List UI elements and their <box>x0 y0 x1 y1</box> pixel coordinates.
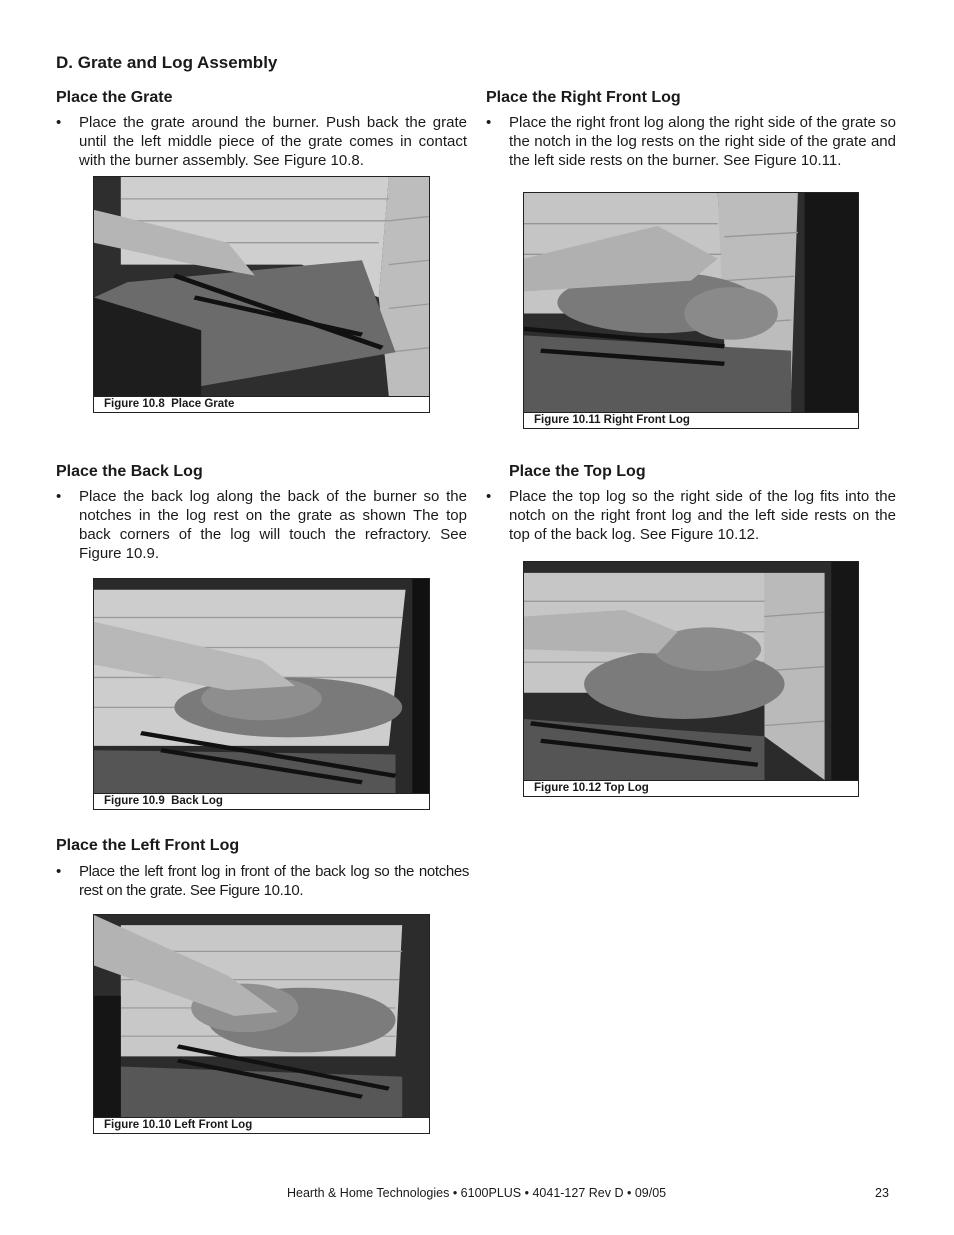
bullet-text: Place the left front log in front of the back log so the notches rest on the grate. See Figure 10.10. <box>79 863 469 899</box>
bullet-dot: • <box>486 488 492 505</box>
bullet-text: Place the top log so the right side of the log fits into the notch on the right front log and the left side rests on the top of the back log. See Figure 10.12. <box>509 488 896 543</box>
figure-10-9 <box>93 578 430 810</box>
figure-photo-top-log <box>524 562 858 780</box>
bullet-text: Place the back log along the back of the burner so the notches in the log rest on the grate as shown The top back corners of the log will touch the refractory. See Figure 10.9. <box>79 488 467 562</box>
figure-10-10 <box>93 914 430 1134</box>
heading-place-left-front-log: Place the Left Front Log <box>56 837 240 854</box>
figure-caption: Figure 10.9 Back Log <box>94 793 429 809</box>
heading-place-back-log: Place the Back Log <box>56 463 203 480</box>
bullet-dot: • <box>486 114 492 131</box>
figure-photo-left-front-log <box>94 915 429 1117</box>
bullet-place-grate <box>56 113 467 170</box>
section-title: D. Grate and Log Assembly <box>56 53 278 72</box>
bullet-place-right-front-log <box>486 113 896 170</box>
figure-10-11 <box>523 192 859 429</box>
bullet-place-top-log <box>486 487 896 544</box>
figure-caption: Figure 10.8 Place Grate <box>94 396 429 412</box>
figure-10-12 <box>523 561 859 797</box>
figure-photo-grate <box>94 177 429 396</box>
bullet-place-back-log <box>56 487 467 563</box>
bullet-place-left-front-log <box>56 862 469 900</box>
bullet-text: Place the right front log along the right side of the grate so the notch in the log rests on the right side of the grate and the left side rests on the burner. See Figure 10.11. <box>509 114 896 169</box>
figure-photo-right-front-log <box>524 193 858 412</box>
bullet-dot: • <box>56 863 62 880</box>
figure-caption: Figure 10.11 Right Front Log <box>524 412 858 428</box>
figure-caption: Figure 10.10 Left Front Log <box>94 1117 429 1133</box>
bullet-text: Place the grate around the burner. Push back the grate until the left middle piece of the grate comes in contact with the burner assembly. See Figure 10.8. <box>79 114 467 169</box>
bullet-dot: • <box>56 488 62 505</box>
figure-10-8 <box>93 176 430 413</box>
figure-photo-back-log <box>94 579 429 793</box>
heading-place-top-log: Place the Top Log <box>509 463 646 480</box>
heading-place-grate: Place the Grate <box>56 89 173 106</box>
bullet-dot: • <box>56 114 62 131</box>
heading-place-right-front-log: Place the Right Front Log <box>486 89 681 106</box>
figure-caption: Figure 10.12 Top Log <box>524 780 858 796</box>
footer-text: Hearth & Home Technologies • 6100PLUS • 4041-127 Rev D • 09/05 <box>287 1186 667 1200</box>
page-number: 23 <box>875 1186 889 1200</box>
